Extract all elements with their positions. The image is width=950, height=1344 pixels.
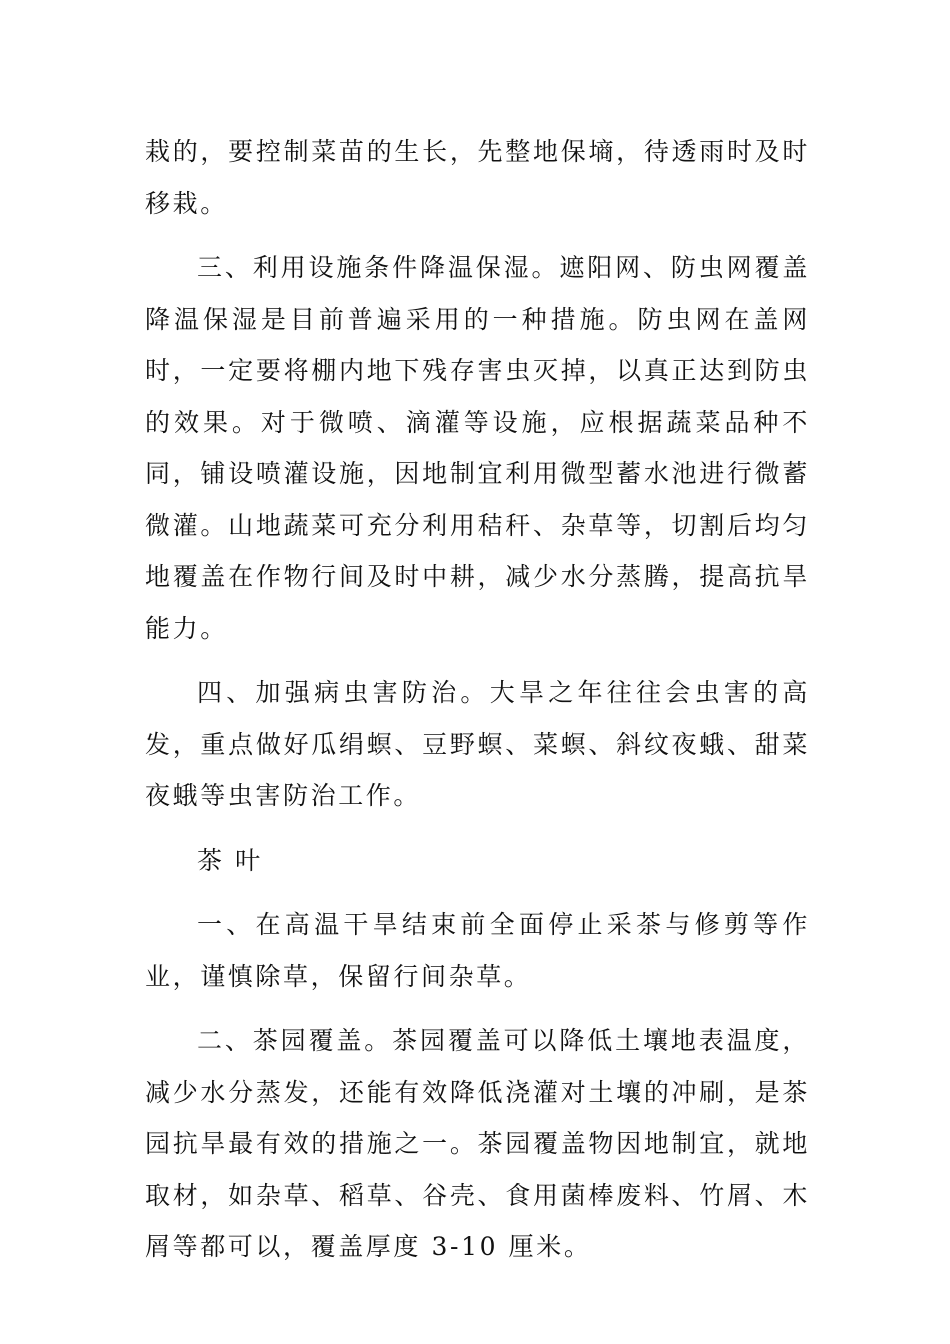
document-body xyxy=(145,126,810,1286)
paragraph-pest-control: 四、加强病虫害防治。大旱之年往往会虫害的高发，重点做好瓜绢螟、豆野螟、菜螟、斜纹夜蛾、甜菜夜蛾等虫害防治工作。 xyxy=(145,678,810,810)
paragraph-tea-garden-cover: 二、茶园覆盖。茶园覆盖可以降低土壤地表温度，减少水分蒸发，还能有效降低浇灌对土壤的冲刷，是茶园抗旱最有效的措施之一。茶园覆盖物因地制宜，就地取材，如杂草、稻草、谷壳、食用菌棒废料、竹屑、木屑等都可以，覆盖厚度 3-10 厘米。 xyxy=(145,1026,810,1261)
paragraph-stop-picking: 一、在高温干旱结束前全面停止采茶与修剪等作业，谨慎除草，保留行间杂草。 xyxy=(145,910,810,991)
paragraph-continuation: 栽的，要控制菜苗的生长，先整地保墒，待透雨时及时移栽。 xyxy=(145,137,810,218)
paragraph-cooling-facilities: 三、利用设施条件降温保湿。遮阳网、防虫网覆盖降温保湿是目前普遍采用的一种措施。防虫网在盖网时，一定要将棚内地下残存害虫灭掉，以真正达到防虫的效果。对于微喷、滴灌等设施，应根据蔬菜品种不同，铺设喷灌设施，因地制宜利用微型蓄水池进行微蓄微灌。山地蔬菜可充分利用秸秆、杂草等，切割后均匀地覆盖在作物行间及时中耕，减少水分蒸腾，提高抗旱能力。 xyxy=(145,253,810,643)
section-heading-tea: 茶 叶 xyxy=(197,845,263,875)
